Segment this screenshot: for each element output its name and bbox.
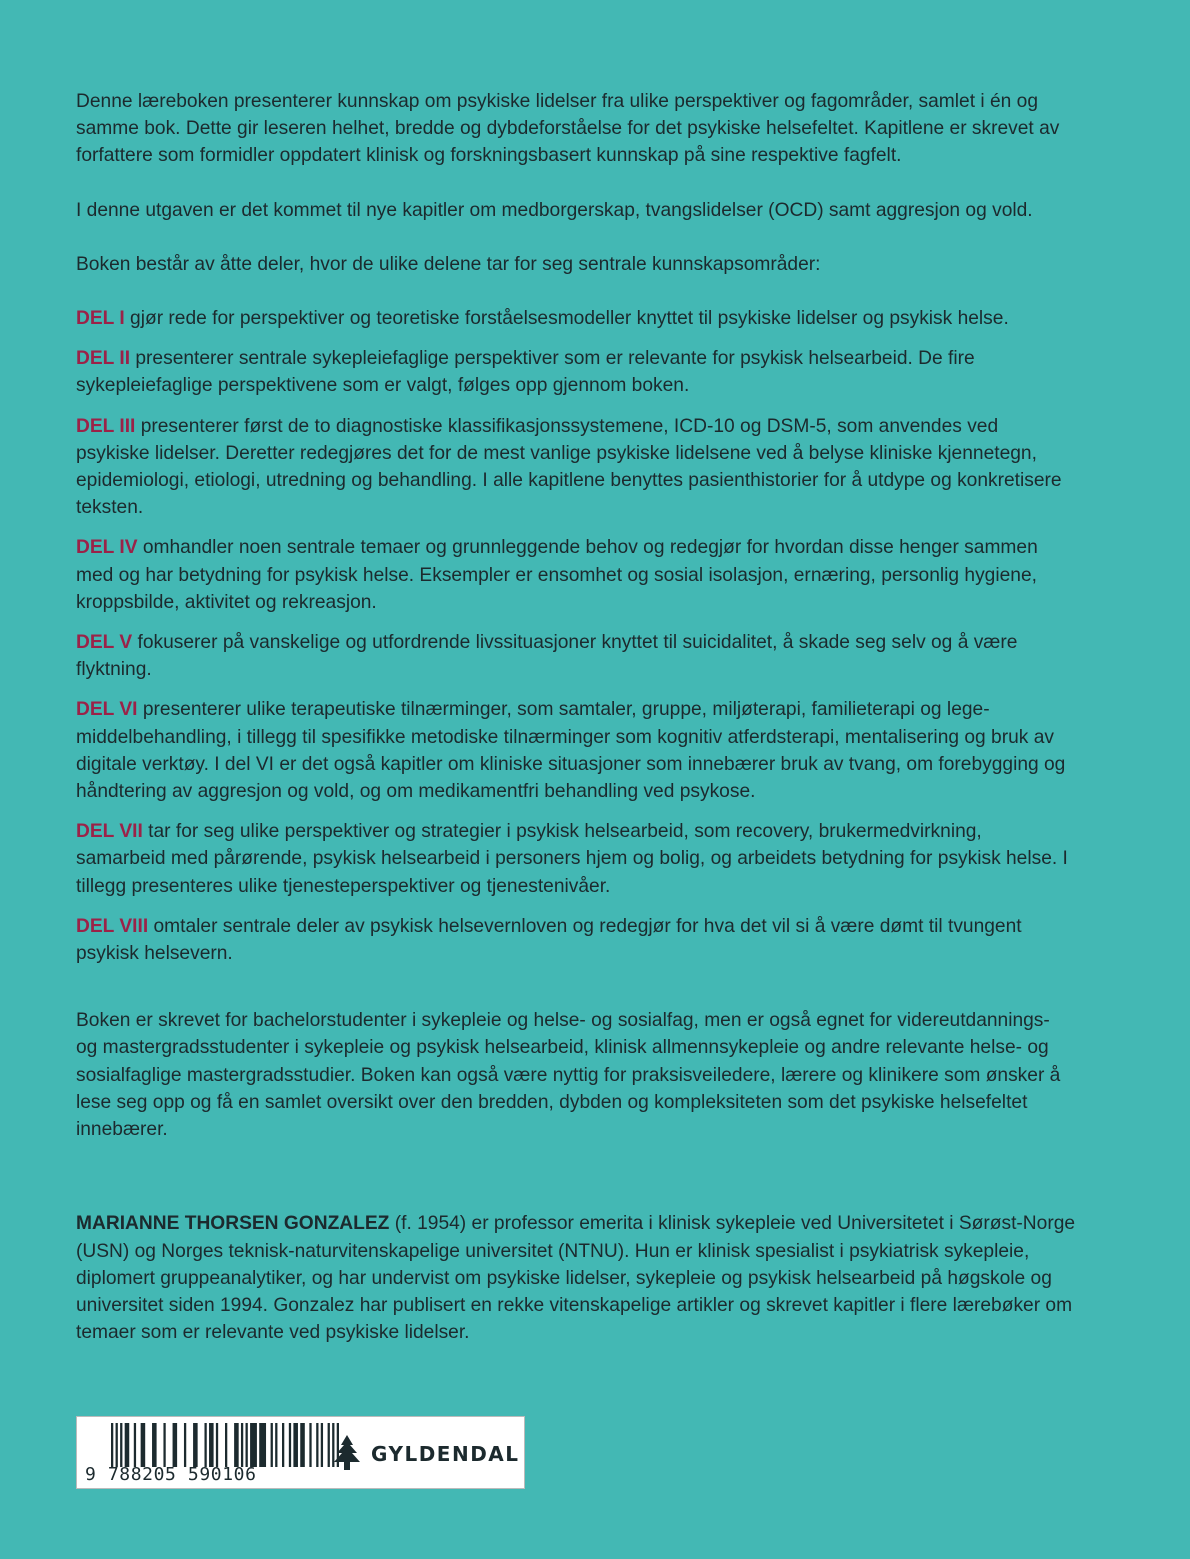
part-description: tar for seg ulike perspektiver og strategier i psykisk helsearbeid, som recovery, brukermedvirkning, samarbeid med pårørende, psykisk helsearbeid i personers hjem og bolig, og arbeidets betydning for psykisk helse. I tillegg presenteres ulike tjenesteperspektiver og tjenestenivåer. [76, 821, 1068, 897]
part-label: DEL VI [76, 699, 138, 721]
part-entry [76, 413, 1076, 522]
part-entry [76, 305, 1076, 332]
part-entry [76, 913, 1076, 967]
new-edition-paragraph: I denne utgaven er det kommet til nye kapitler om medborgerskap, tvangslidelser (OCD) samt aggresjon og vold. [76, 199, 1033, 221]
intro-paragraph: Denne læreboken presenterer kunnskap om psykiske lidelser fra ulike perspektiver og fagområder, samlet i én og samme bok. Dette gir leseren helhet, bredde og dybdeforståelse for det psykiske helsefeltet. Kapitlene er skrevet av forfattere som formidler oppdatert klinisk og forskningsbasert kunnskap på sine respektive fagfelt. [76, 91, 1060, 167]
part-description: gjør rede for perspektiver og teoretiske forståelsesmodeller knyttet til psykiske lidelser og psykisk helse. [130, 308, 1009, 330]
publisher-name: GYLDENDAL [371, 1442, 520, 1466]
part-label: DEL II [76, 348, 131, 370]
part-label: DEL VIII [76, 915, 149, 937]
author-bio-text: (f. 1954) er professor emerita i klinisk sykepleie ved Universitetet i Sørøst-Norge (USN) og Norges teknisk-naturvitenskapelige universitet (NTNU). Hun er klinisk spesialist i psykiatrisk sykepleie, diplomert gruppeanalytiker, og har undervist om psykiske lidelser, sykepleie og psykisk helsearbeid på høgskole og universitet siden 1994. Gonzalez har publisert en rekke vitenskapelige artikler og skrevet kapitler i flere lærebøker om temaer som er relevante ved psykiske lidelser. [76, 1213, 1076, 1344]
part-description: fokuserer på vanskelige og utfordrende livssituasjoner knyttet til suicidalitet, å skade seg selv og å være flyktning. [76, 632, 1018, 681]
part-entry [76, 534, 1076, 616]
part-label: DEL IV [76, 537, 138, 559]
part-entry [76, 345, 1076, 399]
structure-paragraph: Boken består av åtte deler, hvor de ulike delene tar for seg sentrale kunnskapsområder: [76, 253, 821, 275]
barcode-icon [111, 1423, 341, 1467]
audience-paragraph: Boken er skrevet for bachelorstudenter i sykepleie og helse- og sosialfag, men er også egnet for videreutdannings- og mastergradsstudenter i sykepleie og psykisk helsearbeid, klinisk allmennsykepleie og andre relevante helse- og sosialfaglige mastergradsstudier. Boken kan også være nyttig for praksisveiledere, lærere og klinikere som ønsker å lese seg opp og få en samlet oversikt over den bredden, dybden og kompleksiteten som det psykiske helsefeltet innebærer. [76, 1010, 1061, 1141]
part-description: presenterer først de to diagnostiske klassifikasjonssystemene, ICD-10 og DSM-5, som anvendes ved psykiske lidelser. Deretter redegjøres det for de mest vanlige psykiske lidelsene ved å belyse kliniske kjennetegn, epidemiologi, etiologi, utredning og behandling. I alle kapitlene benyttes pasienthistorier for å utdype og konkretisere teksten. [76, 415, 1062, 519]
part-description: omhandler noen sentrale temaer og grunnleggende behov og redegjør for hvordan disse henger sammen med og har betydning for psykisk helse. Eksempler er ensomhet og sosial isolasjon, ernæring, personlig hygiene, kroppsbilde, aktivitet og rekreasjon. [76, 537, 1038, 613]
part-entry [76, 696, 1076, 805]
isbn-number: 9 788205 590106 [85, 1464, 257, 1485]
fir-tree-icon [331, 1434, 363, 1474]
publisher-logo [331, 1434, 520, 1474]
part-description: presenterer ulike terapeutiske tilnærminger, som samtaler, gruppe, miljøterapi, familieterapi og legemiddelbehandling, i tillegg til spesifikke metodiske tilnærminger som kognitiv atferdsterapi, mentalisering og bruk av digitale verktøy. I del VI er det også kapitler om kliniske situasjoner som innebærer bruk av tvang, om forebygging og håndtering av aggresjon og vold, og om medikamentfri behandling ved psykose. [76, 699, 1066, 803]
part-label: DEL V [76, 632, 133, 654]
part-description: omtaler sentrale deler av psykisk helsevernloven og redegjør for hva det vil si å være dømt til tvungent psykisk helsevern. [76, 915, 1022, 965]
back-cover-text [76, 88, 1076, 1346]
part-entry [76, 818, 1076, 900]
part-description: presenterer sentrale sykepleiefaglige perspektiver som er relevante for psykisk helsearbeid. De fire sykepleiefaglige perspektivene som er valgt, følges opp gjennom boken. [76, 348, 975, 397]
part-label: DEL III [76, 415, 136, 437]
author-bio [76, 1210, 1076, 1346]
author-name: MARIANNE THORSEN GONZALEZ [76, 1213, 390, 1235]
part-label: DEL I [76, 308, 125, 330]
part-entry [76, 629, 1076, 683]
part-label: DEL VII [76, 821, 143, 843]
isbn-barcode-box [76, 1416, 525, 1489]
